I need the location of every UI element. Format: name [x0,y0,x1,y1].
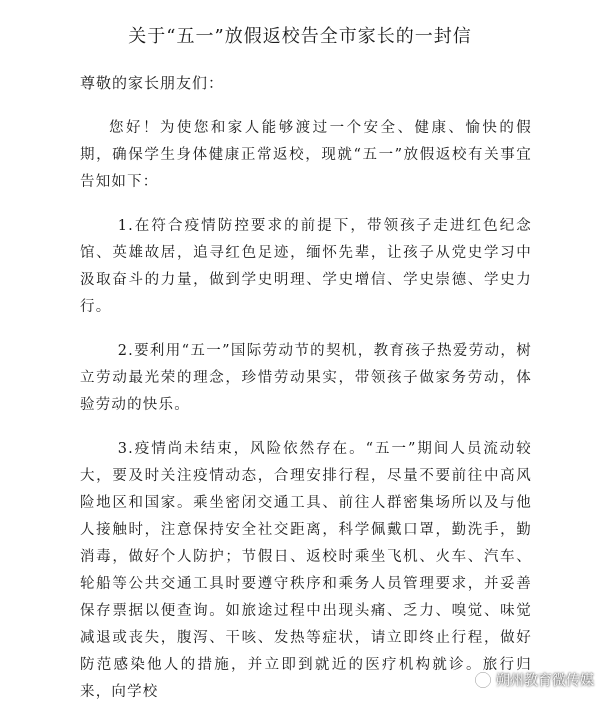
watermark [474,670,594,690]
wechat-channel-icon [474,671,492,689]
item-3-paragraph: 3.疫情尚未结束，风险依然存在。“五一”期间人员流动较大，要及时关注疫情动态，合理安排行程，尽量不要前往中高风险地区和国家。乘坐密闭交通工具、前往人群密集场所以及与他人接触时，注意保持安全社交距离，科学佩戴口罩，勤洗手，勤消毒，做好个人防护；节假日、返校时乘坐飞机、火车、汽车、轮船等公共交通工具时要遵守秩序和乘务人员管理要求，并妥善保存票据以便查询。如旅途过程中出现头痛、乏力、嗅觉、味觉减退或丧失，腹泻、干咳、发热等症状，请立即终止行程，做好防范感染他人的措施，并立即到就近的医疗机构就诊。旅行归来，向学校 [80,441,532,700]
watermark-text: 朔州教育微传媒 [496,673,594,689]
letter-body [80,115,532,723]
item-2-paragraph: 2.要利用“五一”国际劳动节的契机，教育孩子热爱劳动，树立劳动最光荣的理念，珍惜劳动果实，带领孩子做家务劳动，体验劳动的快乐。 [80,343,532,413]
letter-title: 关于“五一”放假返校告全市家长的一封信 [128,26,472,47]
item-1-paragraph: 1.在符合疫情防控要求的前提下，带领孩子走进红色纪念馆、英雄故居，追寻红色足迹，缅怀先辈，让孩子从党史学习中汲取奋斗的力量，做到学史明理、学史增信、学史崇德、学史力行。 [80,218,532,315]
letter-salutation: 尊敬的家长朋友们： [80,74,225,92]
greeting-paragraph: 您好！为使您和家人能够渡过一个安全、健康、愉快的假期，确保学生身体健康正常返校，现就“五一”放假返校有关事宜告知如下： [80,120,532,190]
